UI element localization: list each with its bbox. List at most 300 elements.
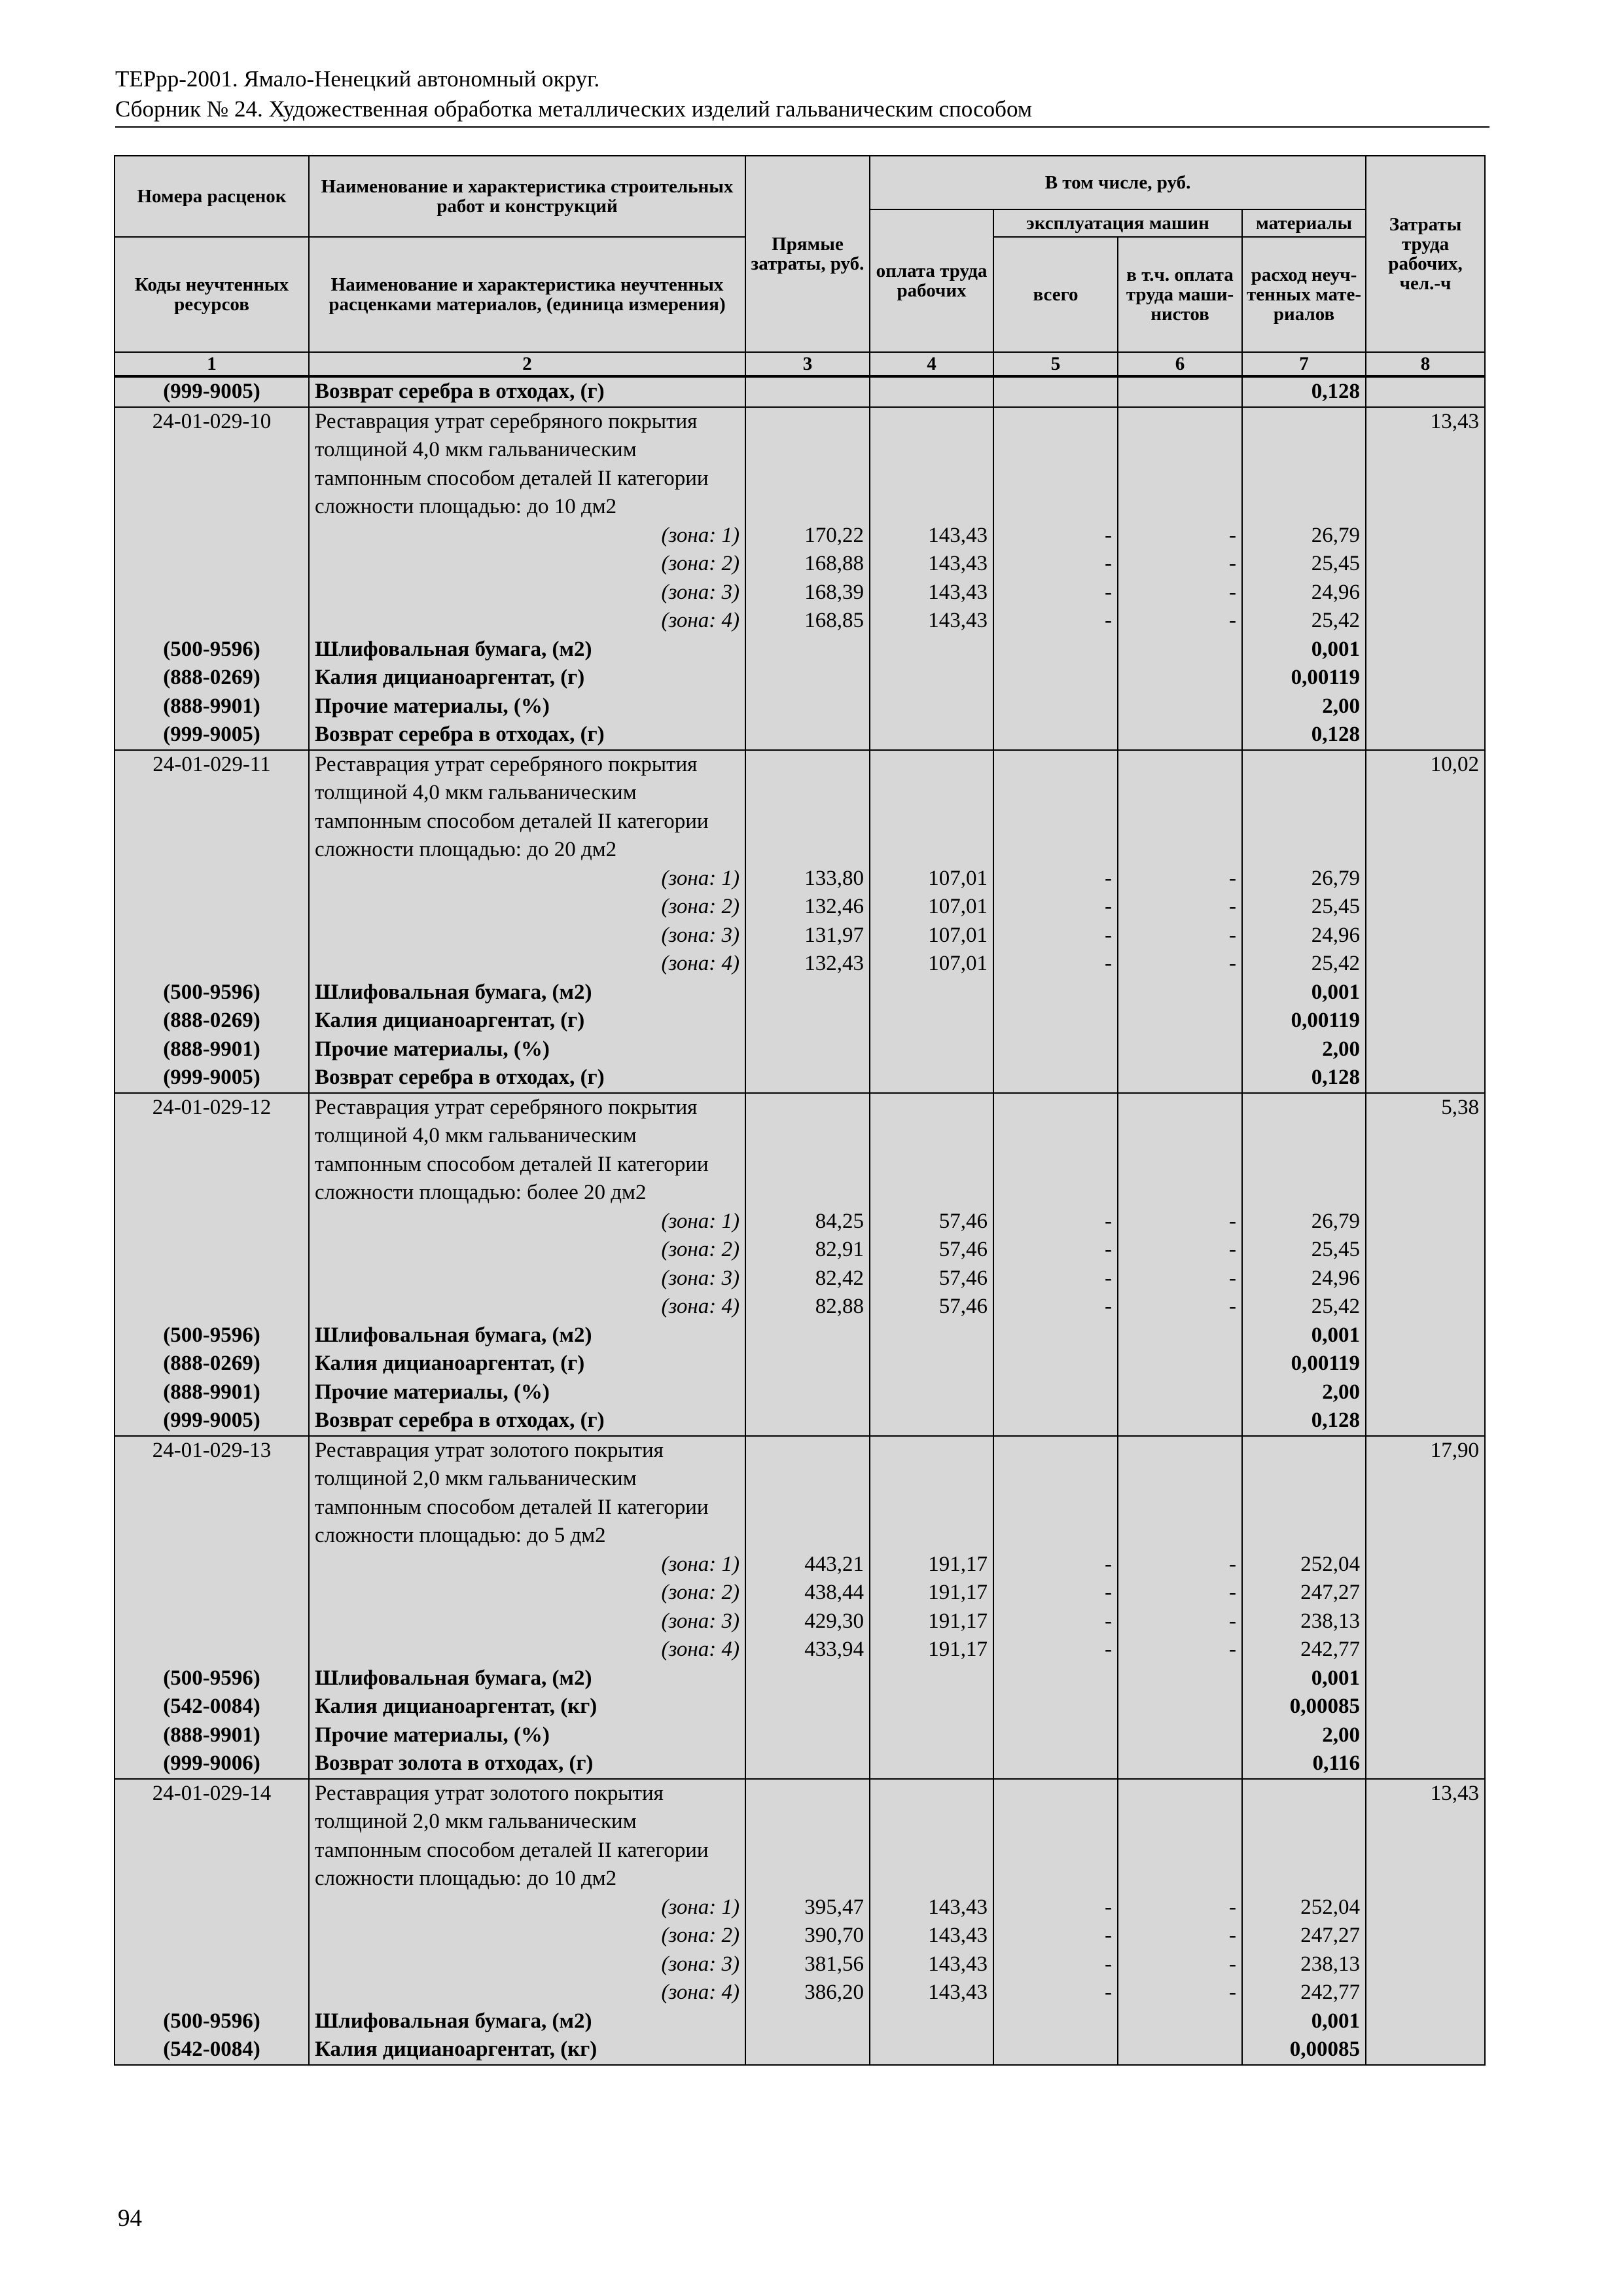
empty-cell (1366, 1721, 1485, 1750)
worker-wage: 107,01 (870, 922, 993, 950)
zone-label: (зона: 2) (309, 893, 745, 922)
machine-cost: - (993, 1636, 1118, 1664)
resource-quantity: 0,001 (1242, 978, 1366, 1007)
worker-wage: 107,01 (870, 893, 993, 922)
resource-code: (999-9005) (115, 1407, 309, 1436)
resource-row (115, 1407, 1485, 1436)
resource-code: (888-9901) (115, 1035, 309, 1064)
empty-cell (745, 1064, 870, 1093)
empty-cell (870, 721, 993, 750)
empty-cell (993, 1664, 1118, 1693)
empty-cell (1366, 376, 1485, 407)
materials-cost: 25,42 (1242, 950, 1366, 978)
zone-row (115, 1236, 1485, 1265)
rate-code: 24-01-029-10 (115, 407, 309, 522)
resource-quantity: 2,00 (1242, 1378, 1366, 1407)
worker-wage: 143,43 (870, 550, 993, 579)
empty-cell (115, 1208, 309, 1236)
rate-description: Реставрация утрат серебряного покрытия толщиной 4,0 мкм гальваническим тампонным способом деталей II категории сложности площадью: до 20 дм2 (309, 750, 745, 865)
empty-cell (993, 721, 1118, 750)
resource-name: Прочие материалы, (%) (309, 692, 745, 721)
worker-wage: 143,43 (870, 522, 993, 550)
worker-wage: 191,17 (870, 1636, 993, 1664)
empty-cell (870, 1007, 993, 1035)
direct-cost: 438,44 (745, 1579, 870, 1607)
machine-cost: - (993, 1922, 1118, 1950)
empty-cell (745, 1321, 870, 1350)
resource-quantity: 0,00119 (1242, 664, 1366, 692)
resource-quantity: 0,001 (1242, 636, 1366, 664)
empty-cell (115, 1893, 309, 1922)
page-header (115, 64, 1489, 124)
rate-row (115, 407, 1485, 522)
resource-code: (888-0269) (115, 1350, 309, 1378)
empty-cell (870, 2036, 993, 2065)
column-number: 4 (870, 352, 993, 376)
empty-cell (870, 978, 993, 1007)
empty-cell (745, 376, 870, 407)
empty-cell (1366, 607, 1485, 636)
materials-cost: 24,96 (1242, 922, 1366, 950)
empty-cell (1366, 950, 1485, 978)
empty-cell (115, 1950, 309, 1979)
empty-cell (993, 1093, 1118, 1208)
empty-cell (870, 636, 993, 664)
empty-cell (745, 750, 870, 865)
empty-cell (1366, 721, 1485, 750)
empty-cell (1118, 1664, 1242, 1693)
resource-row (115, 376, 1485, 407)
zone-label: (зона: 3) (309, 922, 745, 950)
direct-cost: 82,88 (745, 1293, 870, 1321)
materials-cost: 24,96 (1242, 579, 1366, 607)
zone-label: (зона: 1) (309, 1208, 745, 1236)
empty-cell (1118, 692, 1242, 721)
empty-cell (745, 1378, 870, 1407)
direct-cost: 381,56 (745, 1950, 870, 1979)
zone-row (115, 922, 1485, 950)
empty-cell (1118, 1064, 1242, 1093)
empty-cell (870, 1693, 993, 1721)
worker-wage: 107,01 (870, 950, 993, 978)
worker-wage: 143,43 (870, 1979, 993, 2007)
empty-cell (745, 692, 870, 721)
zone-row (115, 1551, 1485, 1579)
resource-name: Возврат серебра в отходах, (г) (309, 721, 745, 750)
resource-row (115, 2007, 1485, 2036)
empty-cell (870, 1407, 993, 1436)
rate-row (115, 1093, 1485, 1208)
materials-cost: 247,27 (1242, 1922, 1366, 1950)
empty-cell (1366, 2007, 1485, 2036)
empty-cell (993, 692, 1118, 721)
resource-name: Прочие материалы, (%) (309, 1035, 745, 1064)
machine-cost: - (993, 1265, 1118, 1293)
resource-name: Шлифовальная бумага, (м2) (309, 978, 745, 1007)
zone-label: (зона: 2) (309, 1922, 745, 1950)
machinist-wage: - (1118, 1950, 1242, 1979)
rate-code: 24-01-029-14 (115, 1779, 309, 1893)
empty-cell (745, 1007, 870, 1035)
empty-cell (1366, 1664, 1485, 1693)
resource-quantity: 2,00 (1242, 692, 1366, 721)
empty-cell (1366, 1636, 1485, 1664)
empty-cell (870, 376, 993, 407)
rate-description: Реставрация утрат золотого покрытия толщиной 2,0 мкм гальваническим тампонным способом деталей II категории сложности площадью: до 5 дм2 (309, 1436, 745, 1551)
resource-name: Калия дицианоаргентат, (кг) (309, 2036, 745, 2065)
resource-code: (500-9596) (115, 1664, 309, 1693)
empty-cell (1366, 1922, 1485, 1950)
machine-cost: - (993, 1979, 1118, 2007)
resource-quantity: 0,001 (1242, 2007, 1366, 2036)
direct-cost: 168,88 (745, 550, 870, 579)
empty-cell (1366, 922, 1485, 950)
empty-cell (870, 2007, 993, 2036)
resource-row (115, 1721, 1485, 1750)
direct-cost: 433,94 (745, 1636, 870, 1664)
direct-cost: 429,30 (745, 1607, 870, 1636)
empty-cell (1118, 1407, 1242, 1436)
empty-cell (1366, 1293, 1485, 1321)
resource-row (115, 978, 1485, 1007)
empty-cell (870, 750, 993, 865)
empty-cell (1118, 1436, 1242, 1551)
zone-row (115, 1922, 1485, 1950)
empty-cell (1366, 522, 1485, 550)
column-number: 2 (309, 352, 745, 376)
empty-cell (745, 1093, 870, 1208)
resource-name: Возврат серебра в отходах, (г) (309, 1064, 745, 1093)
direct-cost: 168,39 (745, 579, 870, 607)
materials-cost: 26,79 (1242, 522, 1366, 550)
resource-code: (888-0269) (115, 664, 309, 692)
zone-label: (зона: 4) (309, 1636, 745, 1664)
resource-quantity: 0,001 (1242, 1664, 1366, 1693)
resource-code: (888-9901) (115, 692, 309, 721)
resource-code: (542-0084) (115, 1693, 309, 1721)
zone-row (115, 1950, 1485, 1979)
resource-quantity: 0,116 (1242, 1749, 1366, 1779)
empty-cell (115, 1293, 309, 1321)
direct-cost: 443,21 (745, 1551, 870, 1579)
materials-cost: 238,13 (1242, 1607, 1366, 1636)
column-numbers-row (115, 352, 1485, 376)
empty-cell (993, 1378, 1118, 1407)
rate-description: Реставрация утрат серебряного покрытия толщиной 4,0 мкм гальваническим тампонным способом деталей II категории сложности площадью: более 20 дм2 (309, 1093, 745, 1208)
machine-cost: - (993, 1208, 1118, 1236)
zone-row (115, 1579, 1485, 1607)
empty-cell (993, 1064, 1118, 1093)
empty-cell (1118, 1007, 1242, 1035)
machine-cost: - (993, 950, 1118, 978)
zone-row (115, 1265, 1485, 1293)
worker-wage: 143,43 (870, 579, 993, 607)
col8-header: Затраты труда рабочих, чел.-ч (1366, 156, 1485, 352)
resource-quantity: 2,00 (1242, 1035, 1366, 1064)
labor-hours: 10,02 (1366, 750, 1485, 865)
zone-label: (зона: 2) (309, 1579, 745, 1607)
resource-name: Шлифовальная бумага, (м2) (309, 2007, 745, 2036)
resource-code: (500-9596) (115, 2007, 309, 2036)
empty-cell (1242, 1093, 1366, 1208)
header-title: ТЕРрр-2001. Ямало-Ненецкий автономный округ. (115, 66, 600, 92)
rate-description: Реставрация утрат золотого покрытия толщиной 2,0 мкм гальваническим тампонным способом деталей II категории сложности площадью: до 10 дм2 (309, 1779, 745, 1893)
empty-cell (1118, 1693, 1242, 1721)
empty-cell (870, 1664, 993, 1693)
machine-cost: - (993, 865, 1118, 893)
empty-cell (745, 1407, 870, 1436)
zone-label: (зона: 4) (309, 607, 745, 636)
machine-cost: - (993, 1293, 1118, 1321)
machinist-wage: - (1118, 922, 1242, 950)
zone-row (115, 607, 1485, 636)
materials-cost: 252,04 (1242, 1551, 1366, 1579)
zone-row (115, 550, 1485, 579)
empty-cell (1366, 1693, 1485, 1721)
empty-cell (745, 1035, 870, 1064)
machinist-wage: - (1118, 522, 1242, 550)
rate-row (115, 1436, 1485, 1551)
col7-header: расход неуч-тенных мате-риалов (1242, 237, 1366, 352)
empty-cell (870, 1093, 993, 1208)
resource-row (115, 692, 1485, 721)
empty-cell (115, 550, 309, 579)
resource-name: Возврат золота в отходах, (г) (309, 1749, 745, 1779)
empty-cell (1118, 1749, 1242, 1779)
zone-row (115, 950, 1485, 978)
empty-cell (1366, 1893, 1485, 1922)
empty-cell (1118, 1378, 1242, 1407)
direct-cost: 390,70 (745, 1922, 870, 1950)
empty-cell (115, 607, 309, 636)
empty-cell (870, 692, 993, 721)
empty-cell (993, 664, 1118, 692)
machinist-wage: - (1118, 1208, 1242, 1236)
zone-label: (зона: 4) (309, 950, 745, 978)
empty-cell (870, 664, 993, 692)
resource-row (115, 1378, 1485, 1407)
machinist-wage: - (1118, 550, 1242, 579)
materials-cost: 238,13 (1242, 1950, 1366, 1979)
empty-cell (870, 1436, 993, 1551)
resource-code: (999-9005) (115, 1064, 309, 1093)
empty-cell (1366, 1007, 1485, 1035)
zone-label: (зона: 3) (309, 1265, 745, 1293)
worker-wage: 143,43 (870, 607, 993, 636)
materials-cost: 242,77 (1242, 1636, 1366, 1664)
resource-row (115, 1749, 1485, 1779)
resource-quantity: 0,001 (1242, 1321, 1366, 1350)
empty-cell (993, 1693, 1118, 1721)
empty-cell (115, 1607, 309, 1636)
machinist-wage: - (1118, 1293, 1242, 1321)
labor-hours: 13,43 (1366, 1779, 1485, 1893)
col1-header-top: Номера расценок (115, 156, 309, 237)
empty-cell (870, 1035, 993, 1064)
empty-cell (993, 1035, 1118, 1064)
worker-wage: 107,01 (870, 865, 993, 893)
empty-cell (115, 1265, 309, 1293)
empty-cell (1242, 1436, 1366, 1551)
zone-row (115, 1893, 1485, 1922)
zone-row (115, 865, 1485, 893)
rates-table (114, 155, 1486, 2066)
resource-name: Возврат серебра в отходах, (г) (309, 376, 745, 407)
empty-cell (870, 1749, 993, 1779)
empty-cell (115, 922, 309, 950)
zone-label: (зона: 2) (309, 1236, 745, 1265)
worker-wage: 143,43 (870, 1893, 993, 1922)
direct-cost: 132,46 (745, 893, 870, 922)
empty-cell (993, 1407, 1118, 1436)
direct-cost: 395,47 (745, 1893, 870, 1922)
materials-cost: 247,27 (1242, 1579, 1366, 1607)
machinist-wage: - (1118, 1922, 1242, 1950)
machine-cost: - (993, 1551, 1118, 1579)
empty-cell (1118, 2036, 1242, 2065)
empty-cell (1366, 1265, 1485, 1293)
machinist-wage: - (1118, 1636, 1242, 1664)
machinist-wage: - (1118, 1893, 1242, 1922)
empty-cell (993, 978, 1118, 1007)
column-number: 3 (745, 352, 870, 376)
resource-name: Калия дицианоаргентат, (г) (309, 1007, 745, 1035)
col4-header: оплата труда рабочих (870, 209, 993, 352)
table-head (115, 156, 1485, 376)
empty-cell (1118, 376, 1242, 407)
empty-cell (870, 1721, 993, 1750)
resource-row (115, 636, 1485, 664)
zone-row (115, 1208, 1485, 1236)
resource-code: (500-9596) (115, 636, 309, 664)
empty-cell (1242, 407, 1366, 522)
empty-cell (993, 407, 1118, 522)
page-number: 94 (118, 2205, 142, 2232)
resource-name: Прочие материалы, (%) (309, 1378, 745, 1407)
empty-cell (745, 1749, 870, 1779)
rate-row (115, 750, 1485, 865)
empty-cell (1366, 1208, 1485, 1236)
machine-cost: - (993, 1236, 1118, 1265)
resource-code: (999-9006) (115, 1749, 309, 1779)
zone-row (115, 1607, 1485, 1636)
machinist-wage: - (1118, 865, 1242, 893)
resource-name: Калия дицианоаргентат, (г) (309, 664, 745, 692)
zone-label: (зона: 4) (309, 1979, 745, 2007)
empty-cell (115, 865, 309, 893)
resource-row (115, 1664, 1485, 1693)
resource-row (115, 1350, 1485, 1378)
resource-row (115, 1064, 1485, 1093)
empty-cell (870, 1064, 993, 1093)
labor-hours: 13,43 (1366, 407, 1485, 522)
worker-wage: 57,46 (870, 1208, 993, 1236)
materials-cost: 24,96 (1242, 1265, 1366, 1293)
empty-cell (1366, 1350, 1485, 1378)
resource-code: (888-9901) (115, 1378, 309, 1407)
empty-cell (745, 1664, 870, 1693)
machinist-wage: - (1118, 1579, 1242, 1607)
column-number: 1 (115, 352, 309, 376)
machine-cost: - (993, 579, 1118, 607)
zone-label: (зона: 3) (309, 579, 745, 607)
empty-cell (1118, 636, 1242, 664)
machinist-wage: - (1118, 607, 1242, 636)
machine-cost: - (993, 922, 1118, 950)
worker-wage: 191,17 (870, 1607, 993, 1636)
empty-cell (1366, 865, 1485, 893)
materials-cost: 242,77 (1242, 1979, 1366, 2007)
resource-row (115, 1007, 1485, 1035)
empty-cell (745, 2007, 870, 2036)
direct-cost: 170,22 (745, 522, 870, 550)
direct-cost: 132,43 (745, 950, 870, 978)
materials-cost: 25,45 (1242, 893, 1366, 922)
machinist-wage: - (1118, 1265, 1242, 1293)
machine-cost: - (993, 1893, 1118, 1922)
empty-cell (1366, 1749, 1485, 1779)
empty-cell (1366, 1407, 1485, 1436)
empty-cell (745, 1721, 870, 1750)
empty-cell (115, 893, 309, 922)
resource-row (115, 1693, 1485, 1721)
materials-header: материалы (1242, 209, 1366, 237)
empty-cell (745, 1693, 870, 1721)
empty-cell (745, 1350, 870, 1378)
empty-cell (993, 1721, 1118, 1750)
empty-cell (870, 1779, 993, 1893)
worker-wage: 57,46 (870, 1265, 993, 1293)
machine-cost: - (993, 550, 1118, 579)
col2-header-bottom: Наименование и характеристика неучтенных расценками материалов, (единица измерения) (309, 237, 745, 352)
empty-cell (1242, 750, 1366, 865)
worker-wage: 57,46 (870, 1236, 993, 1265)
empty-cell (1366, 1035, 1485, 1064)
column-number: 5 (993, 352, 1118, 376)
zone-row (115, 579, 1485, 607)
zone-row (115, 522, 1485, 550)
direct-cost: 82,42 (745, 1265, 870, 1293)
empty-cell (1118, 2007, 1242, 2036)
empty-cell (115, 1551, 309, 1579)
materials-cost: 25,42 (1242, 607, 1366, 636)
empty-cell (993, 1321, 1118, 1350)
resource-quantity: 0,00119 (1242, 1007, 1366, 1035)
machine-cost: - (993, 1607, 1118, 1636)
empty-cell (1366, 1607, 1485, 1636)
resource-quantity: 0,128 (1242, 376, 1366, 407)
resource-name: Шлифовальная бумага, (м2) (309, 1664, 745, 1693)
empty-cell (115, 522, 309, 550)
col1-header-bottom: Коды неучтенных ресурсов (115, 237, 309, 352)
empty-cell (1366, 1064, 1485, 1093)
resource-name: Шлифовальная бумага, (м2) (309, 636, 745, 664)
worker-wage: 191,17 (870, 1551, 993, 1579)
rate-description: Реставрация утрат серебряного покрытия толщиной 4,0 мкм гальваническим тампонным способом деталей II категории сложности площадью: до 10 дм2 (309, 407, 745, 522)
resource-row (115, 1035, 1485, 1064)
resource-quantity: 0,00085 (1242, 2036, 1366, 2065)
header-divider (115, 126, 1489, 128)
zone-row (115, 893, 1485, 922)
rate-code: 24-01-029-13 (115, 1436, 309, 1551)
empty-cell (1118, 721, 1242, 750)
resource-code: (542-0084) (115, 2036, 309, 2065)
empty-cell (1366, 1551, 1485, 1579)
direct-cost: 82,91 (745, 1236, 870, 1265)
empty-cell (1118, 1779, 1242, 1893)
empty-cell (870, 1321, 993, 1350)
col3-header: Прямые затраты, руб. (745, 156, 870, 352)
